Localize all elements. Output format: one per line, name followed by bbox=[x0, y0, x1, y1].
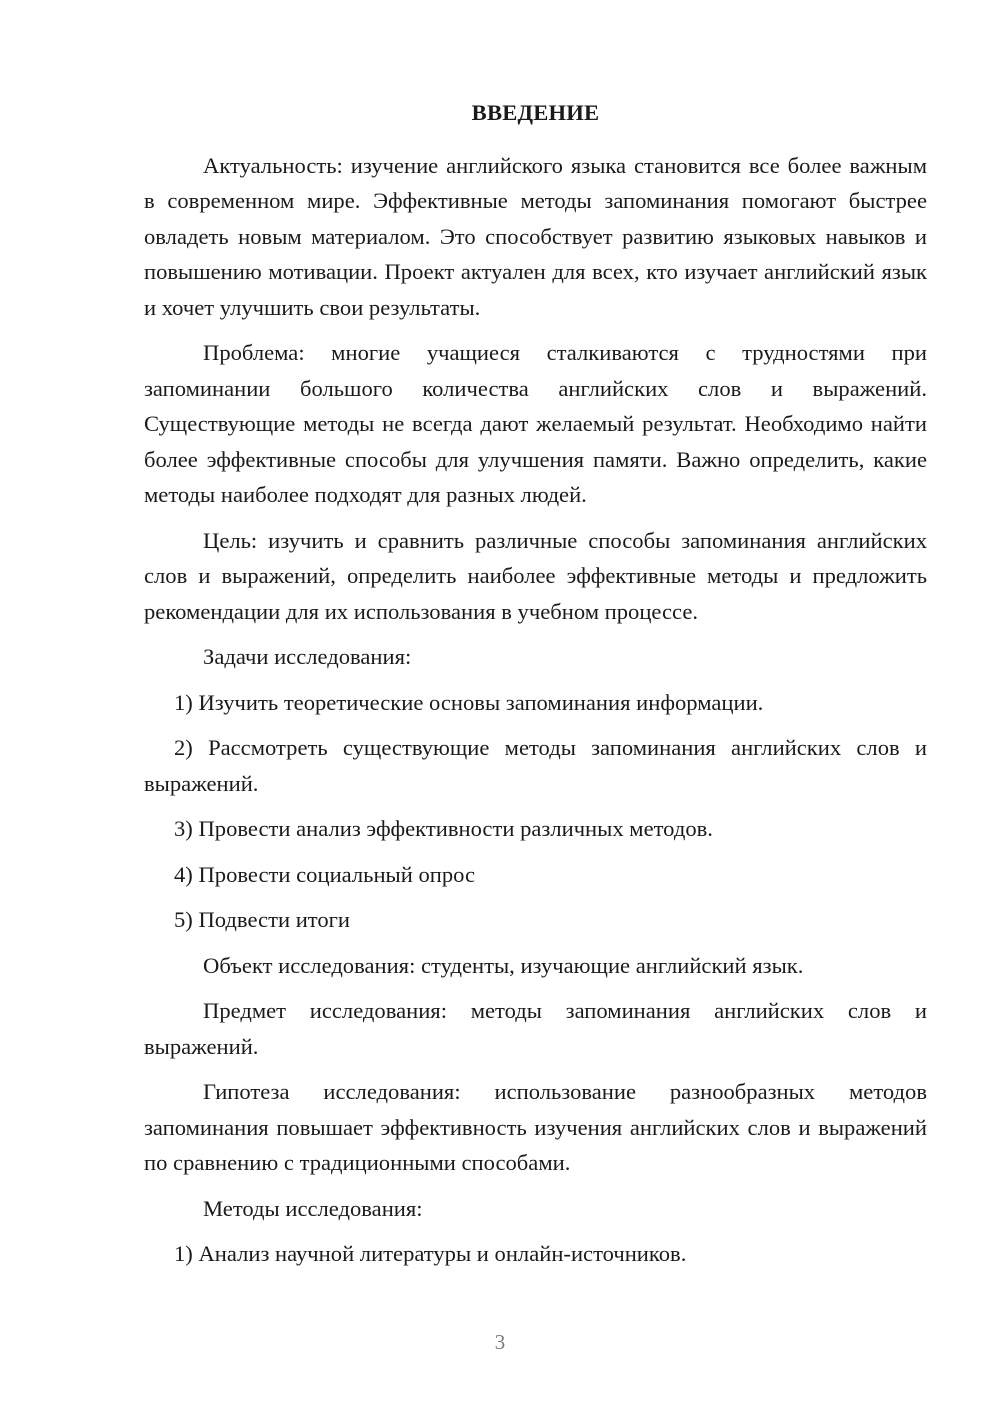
task-item-3: 3) Провести анализ эффективности различных методов. bbox=[174, 816, 713, 841]
page-title: ВВЕДЕНИЕ bbox=[471, 100, 600, 125]
object-paragraph: Объект исследования: студенты, изучающие английский язык. bbox=[203, 952, 804, 978]
relevance-paragraph: Актуальность: изучение английского языка становится все более важным в современном мире. Эффективные методы запоминания помогают быстрее овладеть новым материалом. Это способствует развитию языковых навыков и повышению мотивации. Проект актуален для всех, кто изучает английский язык и хочет улучшить свои результаты. bbox=[144, 152, 927, 320]
task-item-2: 2) Рассмотреть существующие методы запоминания английских слов и выражений. bbox=[144, 735, 927, 796]
page-number: 3 bbox=[494, 1330, 506, 1354]
methods-heading: Методы исследования: bbox=[203, 1195, 423, 1221]
task-item-5: 5) Подвести итоги bbox=[174, 907, 351, 932]
hypothesis-paragraph: Гипотеза исследования: использование разнообразных методов запоминания повышает эффективность изучения английских слов и выражений по сравнению с традиционными способами. bbox=[144, 1079, 927, 1175]
subject-paragraph: Предмет исследования: методы запоминания английских слов и выражений. bbox=[144, 998, 927, 1059]
problem-paragraph: Проблема: многие учащиеся сталкиваются с трудностями при запоминании большого количества английских слов и выражений. Существующие методы не всегда дают желаемый результат. Необходимо найти более эффективные способы для улучшения памяти. Важно определить, какие методы наиболее подходят для разных людей. bbox=[144, 340, 927, 507]
goal-paragraph: Цель: изучить и сравнить различные способы запоминания английских слов и выражений, определить наиболее эффективные методы и предложить рекомендации для их использования в учебном процессе. bbox=[144, 527, 927, 624]
document-page bbox=[144, 95, 927, 1282]
method-item-1: 1) Анализ научной литературы и онлайн-источников. bbox=[174, 1241, 687, 1266]
tasks-heading: Задачи исследования: bbox=[203, 644, 412, 669]
task-item-1: 1) Изучить теоретические основы запоминания информации. bbox=[174, 689, 764, 715]
task-item-4: 4) Провести социальный опрос bbox=[174, 861, 476, 887]
